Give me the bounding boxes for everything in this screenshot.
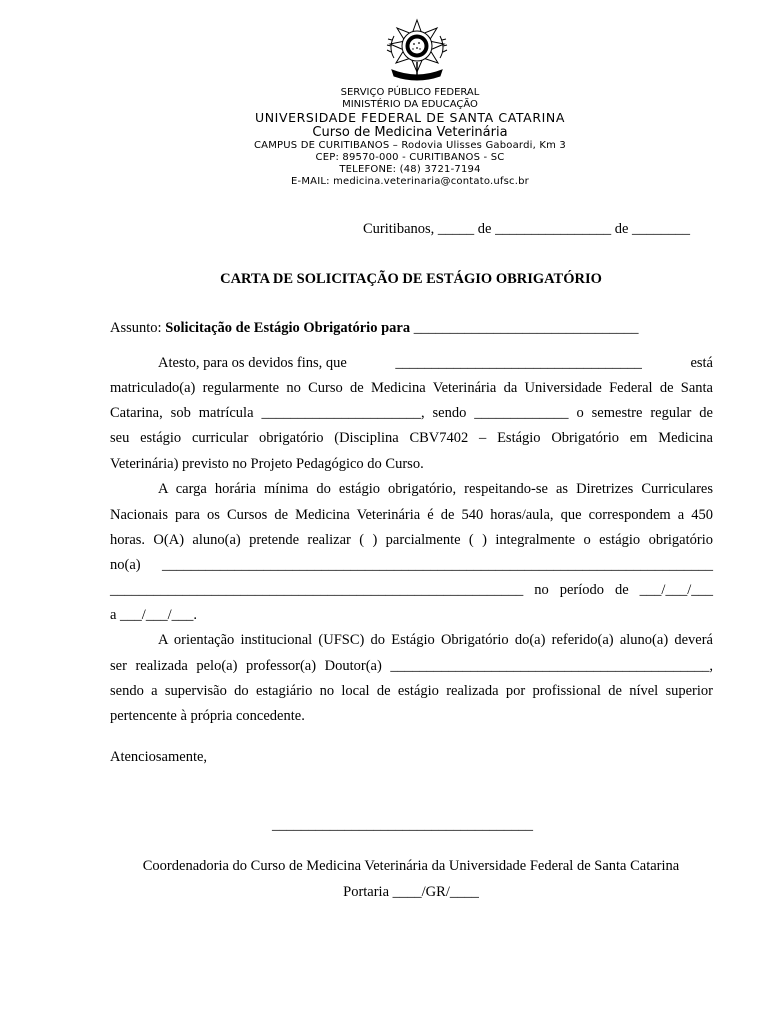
signature-line: ____________________________________ xyxy=(272,817,533,833)
body-line-14: sendo a supervisão do estagiário no local de estágio realizada por profissional de nível superior xyxy=(110,683,713,699)
brazil-coat-of-arms-icon xyxy=(382,18,452,82)
date-line: Curitibanos, _____ de ________________ de ________ xyxy=(363,221,691,237)
header-university: UNIVERSIDADE FEDERAL DE SANTA CATARINA xyxy=(254,110,566,125)
header-ministry: MINISTÉRIO DA EDUCAÇÃO xyxy=(342,99,478,110)
header-email: E-MAIL: medicina.veterinaria@contato.ufsc.br xyxy=(291,176,529,187)
subject-text: Solicitação de Estágio Obrigatório para xyxy=(165,320,411,336)
footer-ordinance: Portaria ____/GR/____ xyxy=(343,884,479,900)
body-line-8: horas. O(A) aluno(a) pretende realizar ( ) parcialmente ( ) integralmente o estágio obrigatório xyxy=(110,532,713,548)
header-course: Curso de Medicina Veterinária xyxy=(312,125,508,140)
body-line-15: pertencente à própria concedente. xyxy=(110,708,305,724)
body-line-2: matriculado(a) regularmente no Curso de Medicina Veterinária da Universidade Federal de Santa xyxy=(110,380,713,396)
body-line-4: seu estágio curricular obrigatório (Disciplina CBV7402 – Estágio Obrigatório em Medicina xyxy=(110,430,713,446)
header-service: SERVIÇO PÚBLICO FEDERAL xyxy=(340,87,480,98)
header-cep: CEP: 89570-000 - CURITIBANOS - SC xyxy=(315,152,505,163)
body-line-7: Nacionais para os Cursos de Medicina Veterinária é de 540 horas/aula, que correspondem a 450 xyxy=(110,507,713,523)
subject-blank: _______________________________ xyxy=(410,320,639,336)
body-line-1 xyxy=(158,355,713,372)
body-line-13: ser realizada pelo(a) professor(a) Doutor(a) ____________________________________________, xyxy=(110,658,713,674)
closing-text: Atenciosamente, xyxy=(110,749,208,765)
header-campus: CAMPUS DE CURITIBANOS – Rodovia Ulisses Gaboardi, Km 3 xyxy=(254,140,566,151)
body-line-9: no(a) ____________________________________________________________________________ xyxy=(110,557,713,573)
body-line-3: Catarina, sob matrícula ______________________, sendo _____________ o semestre regular de xyxy=(110,405,713,421)
subject-label: Assunto: xyxy=(110,320,166,336)
document-title: CARTA DE SOLICITAÇÃO DE ESTÁGIO OBRIGATÓRIO xyxy=(220,271,602,287)
subject-line xyxy=(110,320,638,337)
footer-coordination: Coordenadoria do Curso de Medicina Veterinária da Universidade Federal de Santa Catarina xyxy=(142,858,680,874)
body-line-12: A orientação institucional (UFSC) do Estágio Obrigatório do(a) referido(a) aluno(a) deverá xyxy=(158,632,713,648)
header-phone: TELEFONE: (48) 3721-7194 xyxy=(339,164,481,175)
body-line-1b: __________________________________ xyxy=(395,355,642,371)
body-line-11: a ___/___/___. xyxy=(110,607,197,623)
body-line-5: Veterinária) previsto no Projeto Pedagógico do Curso. xyxy=(110,456,424,472)
body-line-1a: Atesto, para os devidos fins, que xyxy=(158,355,347,371)
body-line-6: A carga horária mínima do estágio obrigatório, respeitando-se as Diretrizes Curriculares xyxy=(158,481,713,497)
body-line-1c: está xyxy=(690,355,713,371)
body-line-10: _________________________________________________________ no período de ___/___/___ xyxy=(110,582,713,598)
